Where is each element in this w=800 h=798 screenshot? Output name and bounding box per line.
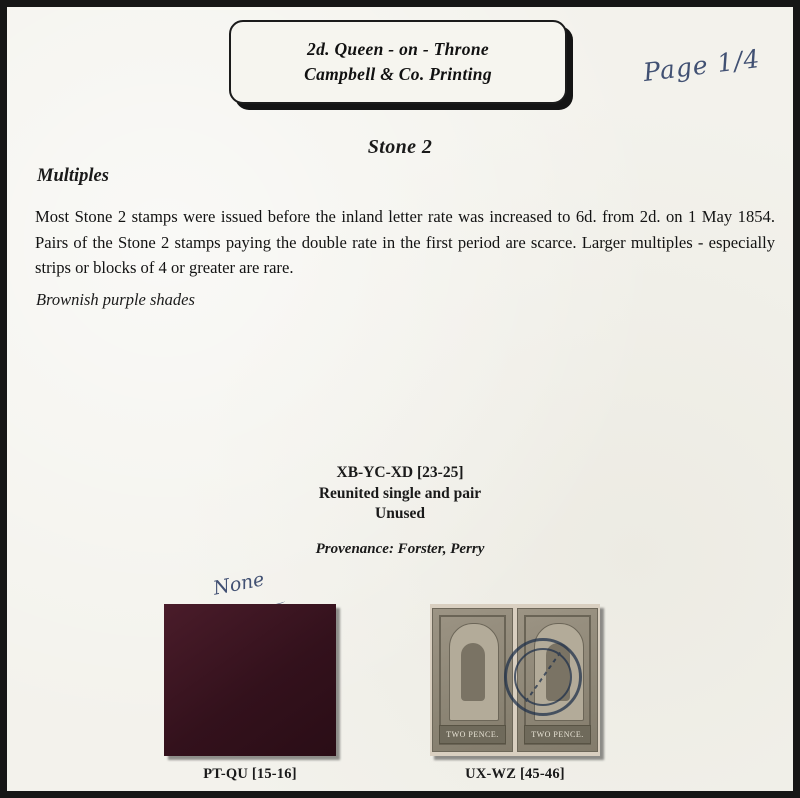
description-line-3: Unused: [375, 505, 425, 523]
queen-figure-icon: [461, 643, 485, 701]
description-line-2: Reunited single and pair: [318, 484, 482, 502]
stamp-item-left: [164, 604, 336, 782]
item-description-block: [7, 463, 793, 525]
stamp-caption-right: UX-WZ [45-46]: [465, 766, 565, 782]
album-sheet: [7, 7, 793, 791]
denomination-label-left: TWO PENCE.: [439, 725, 506, 744]
plaque-body: [229, 20, 567, 104]
handwritten-note: None: [211, 568, 267, 600]
body-paragraph: Most Stone 2 stamps were issued before the inland letter rate was increased to 6d. from 2d. on 1 May 1854. Pairs of the Stone 2 stamps paying the double rate in the first period are scarce. Larger multiples - especially strips or blocks of 4 or greater are rare.: [35, 207, 775, 278]
denomination-label-right: TWO PENCE.: [524, 725, 591, 744]
shades-note: Brownish purple shades: [36, 290, 195, 309]
header-plaque: [229, 20, 567, 104]
stamp-image-left: [164, 604, 336, 756]
cancellation-postmark-icon: [504, 638, 582, 716]
stamp-item-right: [430, 604, 600, 782]
description-line-1: XB-YC-XD [23-25]: [336, 464, 464, 481]
stamp-caption-left: PT-QU [15-16]: [203, 766, 297, 782]
plaque-title-line-2: Campbell & Co. Printing: [304, 64, 492, 84]
stamp-left-of-pair: [432, 608, 513, 752]
plaque-title-line-1: 2d. Queen - on - Throne: [307, 38, 489, 59]
handwritten-page-number: Page 1/4: [642, 43, 763, 88]
stamp-image-right: [430, 604, 600, 756]
section-heading: Multiples: [37, 166, 109, 186]
page-title: Stone 2: [367, 136, 433, 158]
provenance-line: Provenance: Forster, Perry: [315, 541, 485, 557]
